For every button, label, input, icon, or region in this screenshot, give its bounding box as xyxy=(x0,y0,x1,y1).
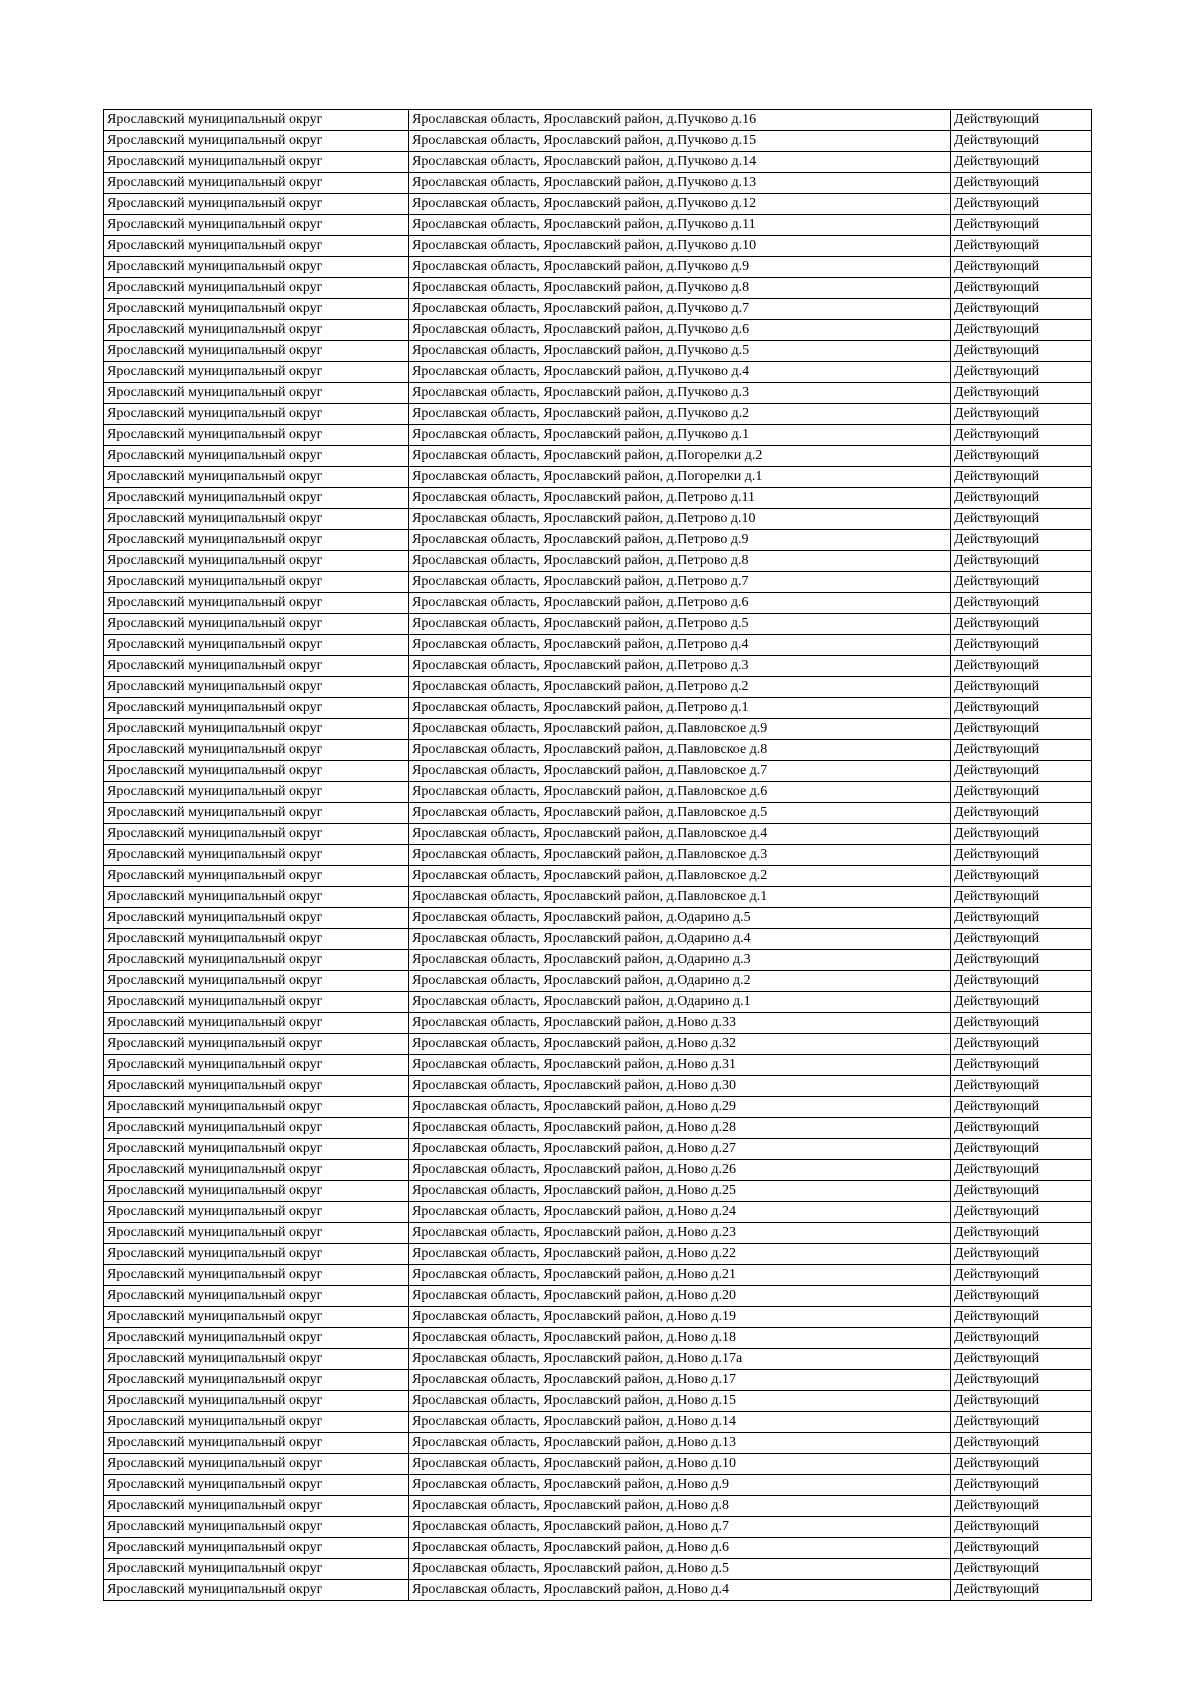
address-cell: Ярославская область, Ярославский район, д.Ново д.25 xyxy=(409,1181,951,1202)
table-row xyxy=(104,1391,1092,1412)
status-cell: Действующий xyxy=(951,341,1092,362)
table-row xyxy=(104,950,1092,971)
address-cell: Ярославская область, Ярославский район, д.Пучково д.6 xyxy=(409,320,951,341)
table-row xyxy=(104,446,1092,467)
status-cell: Действующий xyxy=(951,278,1092,299)
status-cell: Действующий xyxy=(951,908,1092,929)
table-row xyxy=(104,1181,1092,1202)
municipality-cell: Ярославский муниципальный округ xyxy=(104,1097,409,1118)
status-cell: Действующий xyxy=(951,1580,1092,1601)
table-row xyxy=(104,530,1092,551)
address-cell: Ярославская область, Ярославский район, д.Павловское д.1 xyxy=(409,887,951,908)
address-cell: Ярославская область, Ярославский район, д.Павловское д.6 xyxy=(409,782,951,803)
table-row xyxy=(104,635,1092,656)
municipality-cell: Ярославский муниципальный округ xyxy=(104,152,409,173)
municipality-cell: Ярославский муниципальный округ xyxy=(104,698,409,719)
municipality-cell: Ярославский муниципальный округ xyxy=(104,1538,409,1559)
municipality-cell: Ярославский муниципальный округ xyxy=(104,467,409,488)
table-row xyxy=(104,257,1092,278)
municipality-cell: Ярославский муниципальный округ xyxy=(104,1349,409,1370)
status-cell: Действующий xyxy=(951,1202,1092,1223)
address-cell: Ярославская область, Ярославский район, д.Ново д.15 xyxy=(409,1391,951,1412)
table-row xyxy=(104,740,1092,761)
municipality-cell: Ярославский муниципальный округ xyxy=(104,824,409,845)
address-cell: Ярославская область, Ярославский район, д.Павловское д.9 xyxy=(409,719,951,740)
municipality-cell: Ярославский муниципальный округ xyxy=(104,593,409,614)
address-cell: Ярославская область, Ярославский район, д.Одарино д.3 xyxy=(409,950,951,971)
address-cell: Ярославская область, Ярославский район, д.Погорелки д.1 xyxy=(409,467,951,488)
municipality-cell: Ярославский муниципальный округ xyxy=(104,740,409,761)
municipality-cell: Ярославский муниципальный округ xyxy=(104,635,409,656)
table-row xyxy=(104,551,1092,572)
address-cell: Ярославская область, Ярославский район, д.Ново д.31 xyxy=(409,1055,951,1076)
address-cell: Ярославская область, Ярославский район, д.Петрово д.9 xyxy=(409,530,951,551)
status-cell: Действующий xyxy=(951,803,1092,824)
address-cell: Ярославская область, Ярославский район, д.Ново д.19 xyxy=(409,1307,951,1328)
address-cell: Ярославская область, Ярославский район, д.Ново д.10 xyxy=(409,1454,951,1475)
status-cell: Действующий xyxy=(951,1118,1092,1139)
municipality-cell: Ярославский муниципальный округ xyxy=(104,803,409,824)
table-row xyxy=(104,614,1092,635)
address-cell: Ярославская область, Ярославский район, д.Ново д.27 xyxy=(409,1139,951,1160)
table-row xyxy=(104,1286,1092,1307)
status-cell: Действующий xyxy=(951,1475,1092,1496)
table-row xyxy=(104,887,1092,908)
status-cell: Действующий xyxy=(951,719,1092,740)
address-cell: Ярославская область, Ярославский район, д.Одарино д.1 xyxy=(409,992,951,1013)
address-cell: Ярославская область, Ярославский район, д.Ново д.13 xyxy=(409,1433,951,1454)
address-cell: Ярославская область, Ярославский район, д.Пучково д.4 xyxy=(409,362,951,383)
municipality-cell: Ярославский муниципальный округ xyxy=(104,1265,409,1286)
address-cell: Ярославская область, Ярославский район, д.Павловское д.4 xyxy=(409,824,951,845)
municipality-cell: Ярославский муниципальный округ xyxy=(104,782,409,803)
status-cell: Действующий xyxy=(951,362,1092,383)
municipality-cell: Ярославский муниципальный округ xyxy=(104,425,409,446)
address-cell: Ярославская область, Ярославский район, д.Ново д.22 xyxy=(409,1244,951,1265)
status-cell: Действующий xyxy=(951,530,1092,551)
municipality-cell: Ярославский муниципальный округ xyxy=(104,362,409,383)
table-row xyxy=(104,908,1092,929)
status-cell: Действующий xyxy=(951,194,1092,215)
status-cell: Действующий xyxy=(951,929,1092,950)
address-cell: Ярославская область, Ярославский район, д.Павловское д.7 xyxy=(409,761,951,782)
table-row xyxy=(104,1223,1092,1244)
municipality-cell: Ярославский муниципальный округ xyxy=(104,194,409,215)
municipality-cell: Ярославский муниципальный округ xyxy=(104,719,409,740)
municipality-cell: Ярославский муниципальный округ xyxy=(104,1580,409,1601)
status-cell: Действующий xyxy=(951,572,1092,593)
table-row xyxy=(104,215,1092,236)
address-cell: Ярославская область, Ярославский район, д.Петрово д.1 xyxy=(409,698,951,719)
address-cell: Ярославская область, Ярославский район, д.Пучково д.14 xyxy=(409,152,951,173)
municipality-cell: Ярославский муниципальный округ xyxy=(104,1286,409,1307)
table-row xyxy=(104,1160,1092,1181)
table-row xyxy=(104,236,1092,257)
table-row xyxy=(104,1244,1092,1265)
status-cell: Действующий xyxy=(951,1244,1092,1265)
status-cell: Действующий xyxy=(951,1181,1092,1202)
municipality-cell: Ярославский муниципальный округ xyxy=(104,1391,409,1412)
status-cell: Действующий xyxy=(951,152,1092,173)
address-cell: Ярославская область, Ярославский район, д.Ново д.23 xyxy=(409,1223,951,1244)
municipality-cell: Ярославский муниципальный округ xyxy=(104,173,409,194)
table-row xyxy=(104,866,1092,887)
municipality-cell: Ярославский муниципальный округ xyxy=(104,1223,409,1244)
table-row xyxy=(104,467,1092,488)
address-cell: Ярославская область, Ярославский район, д.Погорелки д.2 xyxy=(409,446,951,467)
status-cell: Действующий xyxy=(951,236,1092,257)
table-row xyxy=(104,1328,1092,1349)
address-cell: Ярославская область, Ярославский район, д.Петрово д.5 xyxy=(409,614,951,635)
status-cell: Действующий xyxy=(951,614,1092,635)
status-cell: Действующий xyxy=(951,1307,1092,1328)
table-row xyxy=(104,1370,1092,1391)
address-cell: Ярославская область, Ярославский район, д.Одарино д.4 xyxy=(409,929,951,950)
status-cell: Действующий xyxy=(951,698,1092,719)
address-cell: Ярославская область, Ярославский район, д.Ново д.8 xyxy=(409,1496,951,1517)
status-cell: Действующий xyxy=(951,488,1092,509)
table-row xyxy=(104,1412,1092,1433)
status-cell: Действующий xyxy=(951,215,1092,236)
table-row xyxy=(104,929,1092,950)
municipality-cell: Ярославский муниципальный округ xyxy=(104,131,409,152)
municipality-cell: Ярославский муниципальный округ xyxy=(104,677,409,698)
address-cell: Ярославская область, Ярославский район, д.Ново д.4 xyxy=(409,1580,951,1601)
address-cell: Ярославская область, Ярославский район, д.Петрово д.11 xyxy=(409,488,951,509)
municipality-cell: Ярославский муниципальный округ xyxy=(104,992,409,1013)
municipality-cell: Ярославский муниципальный округ xyxy=(104,383,409,404)
municipality-cell: Ярославский муниципальный округ xyxy=(104,320,409,341)
municipality-cell: Ярославский муниципальный округ xyxy=(104,971,409,992)
address-cell: Ярославская область, Ярославский район, д.Ново д.6 xyxy=(409,1538,951,1559)
status-cell: Действующий xyxy=(951,425,1092,446)
municipality-cell: Ярославский муниципальный округ xyxy=(104,908,409,929)
status-cell: Действующий xyxy=(951,1076,1092,1097)
table-row xyxy=(104,782,1092,803)
status-cell: Действующий xyxy=(951,1538,1092,1559)
table-row xyxy=(104,110,1092,131)
table-row xyxy=(104,341,1092,362)
table-row xyxy=(104,1517,1092,1538)
municipality-cell: Ярославский муниципальный округ xyxy=(104,1013,409,1034)
table-row xyxy=(104,383,1092,404)
address-cell: Ярославская область, Ярославский район, д.Павловское д.2 xyxy=(409,866,951,887)
status-cell: Действующий xyxy=(951,740,1092,761)
status-cell: Действующий xyxy=(951,971,1092,992)
municipality-cell: Ярославский муниципальный округ xyxy=(104,1076,409,1097)
table-row xyxy=(104,1454,1092,1475)
address-cell: Ярославская область, Ярославский район, д.Ново д.18 xyxy=(409,1328,951,1349)
municipality-cell: Ярославский муниципальный округ xyxy=(104,299,409,320)
status-cell: Действующий xyxy=(951,173,1092,194)
status-cell: Действующий xyxy=(951,677,1092,698)
status-cell: Действующий xyxy=(951,446,1092,467)
municipality-cell: Ярославский муниципальный округ xyxy=(104,1496,409,1517)
address-cell: Ярославская область, Ярославский район, д.Пучково д.12 xyxy=(409,194,951,215)
address-cell: Ярославская область, Ярославский район, д.Пучково д.15 xyxy=(409,131,951,152)
status-cell: Действующий xyxy=(951,1013,1092,1034)
table-row xyxy=(104,131,1092,152)
table-row xyxy=(104,593,1092,614)
status-cell: Действующий xyxy=(951,1097,1092,1118)
status-cell: Действующий xyxy=(951,1139,1092,1160)
address-cell: Ярославская область, Ярославский район, д.Пучково д.2 xyxy=(409,404,951,425)
status-cell: Действующий xyxy=(951,593,1092,614)
status-cell: Действующий xyxy=(951,824,1092,845)
table-row xyxy=(104,719,1092,740)
municipality-cell: Ярославский муниципальный округ xyxy=(104,845,409,866)
address-cell: Ярославская область, Ярославский район, д.Пучково д.16 xyxy=(409,110,951,131)
status-cell: Действующий xyxy=(951,1265,1092,1286)
table-row xyxy=(104,761,1092,782)
status-cell: Действующий xyxy=(951,1517,1092,1538)
status-cell: Действующий xyxy=(951,1349,1092,1370)
address-registry-table xyxy=(103,109,1092,1601)
municipality-cell: Ярославский муниципальный округ xyxy=(104,1244,409,1265)
table-row xyxy=(104,1349,1092,1370)
status-cell: Действующий xyxy=(951,1286,1092,1307)
table-row xyxy=(104,320,1092,341)
table-row xyxy=(104,1475,1092,1496)
municipality-cell: Ярославский муниципальный округ xyxy=(104,236,409,257)
table-row xyxy=(104,971,1092,992)
municipality-cell: Ярославский муниципальный округ xyxy=(104,551,409,572)
status-cell: Действующий xyxy=(951,782,1092,803)
municipality-cell: Ярославский муниципальный округ xyxy=(104,866,409,887)
table-row xyxy=(104,1034,1092,1055)
table-row xyxy=(104,1097,1092,1118)
status-cell: Действующий xyxy=(951,992,1092,1013)
status-cell: Действующий xyxy=(951,866,1092,887)
municipality-cell: Ярославский муниципальный округ xyxy=(104,278,409,299)
status-cell: Действующий xyxy=(951,404,1092,425)
municipality-cell: Ярославский муниципальный округ xyxy=(104,1034,409,1055)
address-cell: Ярославская область, Ярославский район, д.Ново д.9 xyxy=(409,1475,951,1496)
table-row xyxy=(104,1496,1092,1517)
municipality-cell: Ярославский муниципальный округ xyxy=(104,1328,409,1349)
status-cell: Действующий xyxy=(951,656,1092,677)
municipality-cell: Ярославский муниципальный округ xyxy=(104,509,409,530)
address-cell: Ярославская область, Ярославский район, д.Ново д.5 xyxy=(409,1559,951,1580)
table-row xyxy=(104,845,1092,866)
status-cell: Действующий xyxy=(951,110,1092,131)
address-cell: Ярославская область, Ярославский район, д.Ново д.30 xyxy=(409,1076,951,1097)
address-cell: Ярославская область, Ярославский район, д.Павловское д.5 xyxy=(409,803,951,824)
status-cell: Действующий xyxy=(951,950,1092,971)
table-row xyxy=(104,1013,1092,1034)
municipality-cell: Ярославский муниципальный округ xyxy=(104,950,409,971)
address-cell: Ярославская область, Ярославский район, д.Пучково д.5 xyxy=(409,341,951,362)
status-cell: Действующий xyxy=(951,845,1092,866)
table-row xyxy=(104,1538,1092,1559)
status-cell: Действующий xyxy=(951,551,1092,572)
municipality-cell: Ярославский муниципальный округ xyxy=(104,1454,409,1475)
table-row xyxy=(104,362,1092,383)
status-cell: Действующий xyxy=(951,299,1092,320)
municipality-cell: Ярославский муниципальный округ xyxy=(104,656,409,677)
municipality-cell: Ярославский муниципальный округ xyxy=(104,341,409,362)
status-cell: Действующий xyxy=(951,320,1092,341)
table-row xyxy=(104,698,1092,719)
status-cell: Действующий xyxy=(951,1328,1092,1349)
municipality-cell: Ярославский муниципальный округ xyxy=(104,404,409,425)
table-row xyxy=(104,425,1092,446)
table-row xyxy=(104,1202,1092,1223)
status-cell: Действующий xyxy=(951,1391,1092,1412)
status-cell: Действующий xyxy=(951,1412,1092,1433)
municipality-cell: Ярославский муниципальный округ xyxy=(104,257,409,278)
address-cell: Ярославская область, Ярославский район, д.Ново д.33 xyxy=(409,1013,951,1034)
municipality-cell: Ярославский муниципальный округ xyxy=(104,530,409,551)
status-cell: Действующий xyxy=(951,1496,1092,1517)
address-cell: Ярославская область, Ярославский район, д.Ново д.32 xyxy=(409,1034,951,1055)
municipality-cell: Ярославский муниципальный округ xyxy=(104,761,409,782)
status-cell: Действующий xyxy=(951,1223,1092,1244)
table-row xyxy=(104,152,1092,173)
status-cell: Действующий xyxy=(951,1034,1092,1055)
table-row xyxy=(104,1580,1092,1601)
table-row xyxy=(104,1433,1092,1454)
table-row xyxy=(104,278,1092,299)
table-row xyxy=(104,992,1092,1013)
address-cell: Ярославская область, Ярославский район, д.Петрово д.3 xyxy=(409,656,951,677)
address-cell: Ярославская область, Ярославский район, д.Петрово д.8 xyxy=(409,551,951,572)
address-cell: Ярославская область, Ярославский район, д.Ново д.14 xyxy=(409,1412,951,1433)
table-row xyxy=(104,509,1092,530)
municipality-cell: Ярославский муниципальный округ xyxy=(104,614,409,635)
address-cell: Ярославская область, Ярославский район, д.Петрово д.7 xyxy=(409,572,951,593)
table-row xyxy=(104,1307,1092,1328)
status-cell: Действующий xyxy=(951,887,1092,908)
table-row xyxy=(104,194,1092,215)
status-cell: Действующий xyxy=(951,509,1092,530)
address-cell: Ярославская область, Ярославский район, д.Ново д.24 xyxy=(409,1202,951,1223)
address-cell: Ярославская область, Ярославский район, д.Пучково д.13 xyxy=(409,173,951,194)
table-row xyxy=(104,572,1092,593)
status-cell: Действующий xyxy=(951,1370,1092,1391)
status-cell: Действующий xyxy=(951,1055,1092,1076)
status-cell: Действующий xyxy=(951,257,1092,278)
municipality-cell: Ярославский муниципальный округ xyxy=(104,1160,409,1181)
municipality-cell: Ярославский муниципальный округ xyxy=(104,1475,409,1496)
table-row xyxy=(104,803,1092,824)
status-cell: Действующий xyxy=(951,1433,1092,1454)
address-cell: Ярославская область, Ярославский район, д.Ново д.17а xyxy=(409,1349,951,1370)
address-cell: Ярославская область, Ярославский район, д.Петрово д.2 xyxy=(409,677,951,698)
address-cell: Ярославская область, Ярославский район, д.Павловское д.8 xyxy=(409,740,951,761)
municipality-cell: Ярославский муниципальный округ xyxy=(104,1202,409,1223)
address-cell: Ярославская область, Ярославский район, д.Павловское д.3 xyxy=(409,845,951,866)
table-row xyxy=(104,1118,1092,1139)
table-row xyxy=(104,1076,1092,1097)
municipality-cell: Ярославский муниципальный округ xyxy=(104,1433,409,1454)
status-cell: Действующий xyxy=(951,131,1092,152)
address-cell: Ярославская область, Ярославский район, д.Петрово д.10 xyxy=(409,509,951,530)
address-cell: Ярославская область, Ярославский район, д.Пучково д.9 xyxy=(409,257,951,278)
status-cell: Действующий xyxy=(951,467,1092,488)
table-row xyxy=(104,1265,1092,1286)
status-cell: Действующий xyxy=(951,383,1092,404)
address-cell: Ярославская область, Ярославский район, д.Ново д.21 xyxy=(409,1265,951,1286)
table-row xyxy=(104,677,1092,698)
address-cell: Ярославская область, Ярославский район, д.Ново д.7 xyxy=(409,1517,951,1538)
status-cell: Действующий xyxy=(951,635,1092,656)
table-row xyxy=(104,1139,1092,1160)
address-cell: Ярославская область, Ярославский район, д.Петрово д.4 xyxy=(409,635,951,656)
municipality-cell: Ярославский муниципальный округ xyxy=(104,1370,409,1391)
municipality-cell: Ярославский муниципальный округ xyxy=(104,572,409,593)
address-cell: Ярославская область, Ярославский район, д.Одарино д.2 xyxy=(409,971,951,992)
status-cell: Действующий xyxy=(951,1454,1092,1475)
address-cell: Ярославская область, Ярославский район, д.Пучково д.3 xyxy=(409,383,951,404)
table-row xyxy=(104,299,1092,320)
municipality-cell: Ярославский муниципальный округ xyxy=(104,110,409,131)
municipality-cell: Ярославский муниципальный округ xyxy=(104,1412,409,1433)
address-cell: Ярославская область, Ярославский район, д.Пучково д.10 xyxy=(409,236,951,257)
municipality-cell: Ярославский муниципальный округ xyxy=(104,1118,409,1139)
table-row xyxy=(104,656,1092,677)
municipality-cell: Ярославский муниципальный округ xyxy=(104,215,409,236)
status-cell: Действующий xyxy=(951,1160,1092,1181)
table-row xyxy=(104,404,1092,425)
table-row xyxy=(104,1055,1092,1076)
address-cell: Ярославская область, Ярославский район, д.Ново д.20 xyxy=(409,1286,951,1307)
status-cell: Действующий xyxy=(951,761,1092,782)
municipality-cell: Ярославский муниципальный округ xyxy=(104,488,409,509)
address-cell: Ярославская область, Ярославский район, д.Пучково д.8 xyxy=(409,278,951,299)
address-cell: Ярославская область, Ярославский район, д.Ново д.28 xyxy=(409,1118,951,1139)
status-cell: Действующий xyxy=(951,1559,1092,1580)
municipality-cell: Ярославский муниципальный округ xyxy=(104,1307,409,1328)
address-cell: Ярославская область, Ярославский район, д.Петрово д.6 xyxy=(409,593,951,614)
municipality-cell: Ярославский муниципальный округ xyxy=(104,887,409,908)
table-row xyxy=(104,488,1092,509)
address-cell: Ярославская область, Ярославский район, д.Ново д.29 xyxy=(409,1097,951,1118)
address-cell: Ярославская область, Ярославский район, д.Пучково д.7 xyxy=(409,299,951,320)
address-registry-body xyxy=(104,110,1092,1601)
table-row xyxy=(104,1559,1092,1580)
municipality-cell: Ярославский муниципальный округ xyxy=(104,1517,409,1538)
municipality-cell: Ярославский муниципальный округ xyxy=(104,1181,409,1202)
municipality-cell: Ярославский муниципальный округ xyxy=(104,1139,409,1160)
address-cell: Ярославская область, Ярославский район, д.Пучково д.11 xyxy=(409,215,951,236)
table-row xyxy=(104,824,1092,845)
municipality-cell: Ярославский муниципальный округ xyxy=(104,1559,409,1580)
address-cell: Ярославская область, Ярославский район, д.Пучково д.1 xyxy=(409,425,951,446)
address-cell: Ярославская область, Ярославский район, д.Ново д.17 xyxy=(409,1370,951,1391)
table-row xyxy=(104,173,1092,194)
address-cell: Ярославская область, Ярославский район, д.Ново д.26 xyxy=(409,1160,951,1181)
municipality-cell: Ярославский муниципальный округ xyxy=(104,929,409,950)
municipality-cell: Ярославский муниципальный округ xyxy=(104,446,409,467)
municipality-cell: Ярославский муниципальный округ xyxy=(104,1055,409,1076)
address-cell: Ярославская область, Ярославский район, д.Одарино д.5 xyxy=(409,908,951,929)
